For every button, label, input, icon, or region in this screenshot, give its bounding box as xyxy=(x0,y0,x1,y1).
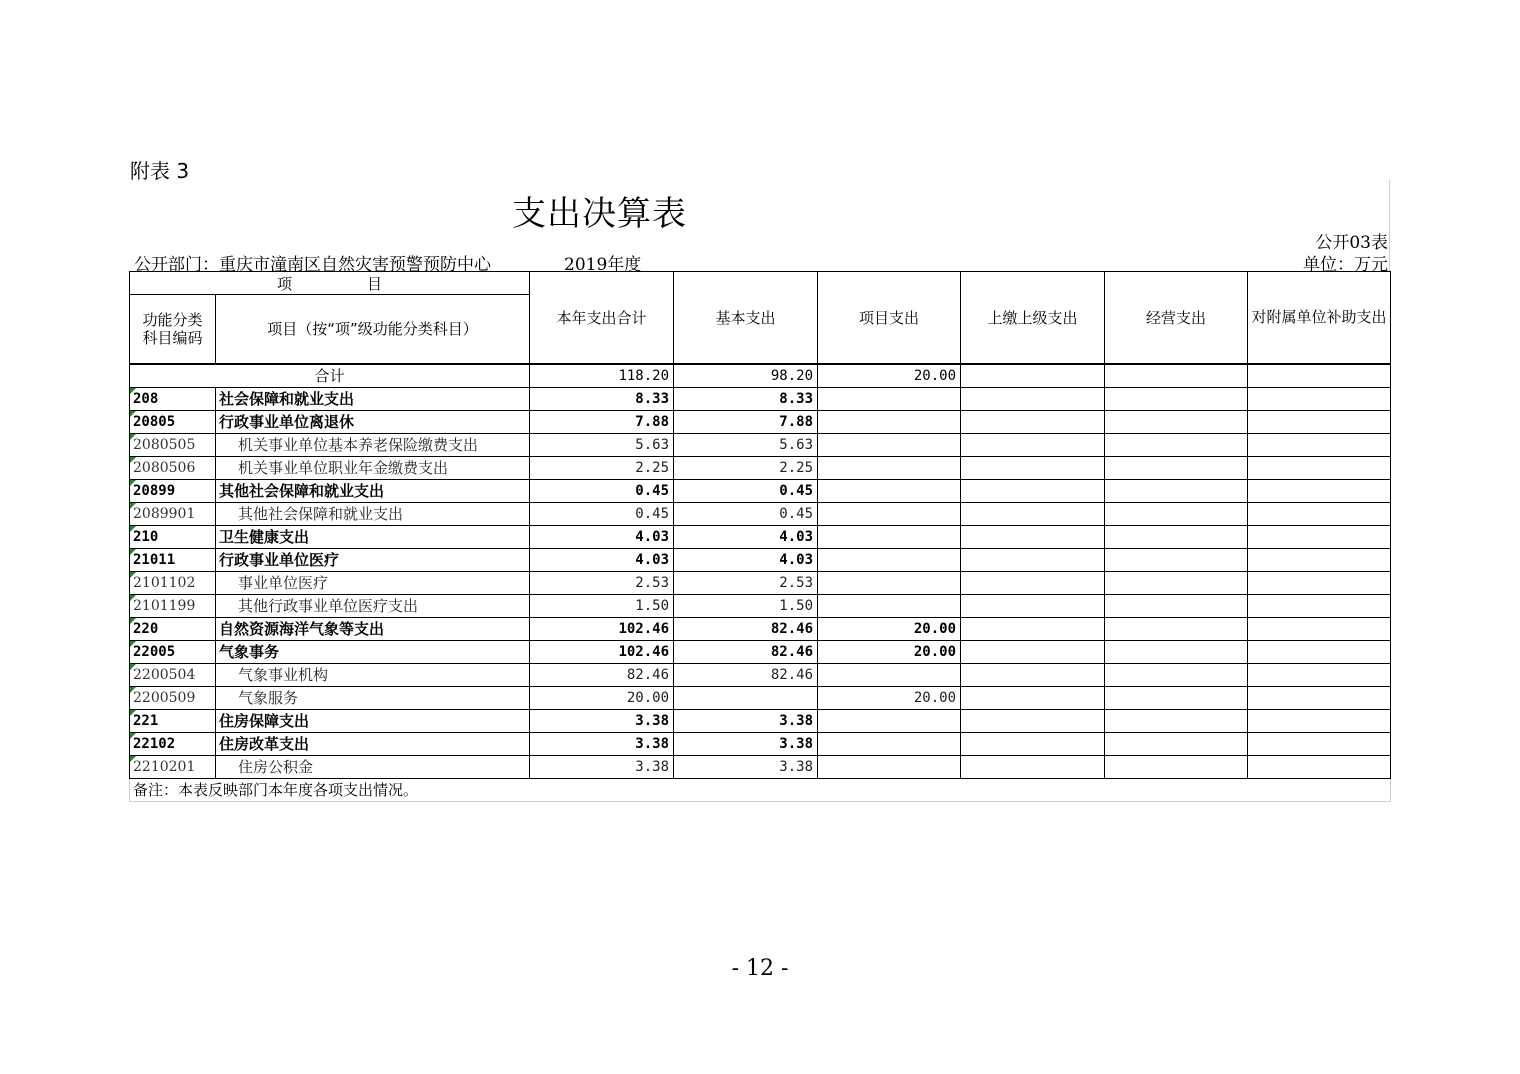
row-code xyxy=(130,456,216,479)
row-project xyxy=(818,387,961,410)
row-project xyxy=(818,571,961,594)
cell-marker-icon xyxy=(130,641,136,647)
row-basic: 82.46 xyxy=(674,663,818,686)
row-total: 3.38 xyxy=(530,709,674,732)
row-basic: 4.03 xyxy=(674,548,818,571)
row-code xyxy=(130,548,216,571)
header-basic: 基本支出 xyxy=(674,272,818,364)
row-total: 0.45 xyxy=(530,502,674,525)
row-name: 社会保障和就业支出 xyxy=(216,387,530,410)
row-business xyxy=(1105,755,1248,778)
row-project xyxy=(818,732,961,755)
row-code xyxy=(130,387,216,410)
row-upper xyxy=(961,617,1105,640)
row-name: 行政事业单位离退休 xyxy=(216,410,530,433)
row-upper xyxy=(961,594,1105,617)
cell-marker-icon xyxy=(130,618,136,624)
row-business xyxy=(1105,617,1248,640)
table-row xyxy=(130,525,1391,548)
cell-marker-icon xyxy=(130,733,136,739)
row-code-text: 21011 xyxy=(133,551,176,568)
row-business xyxy=(1105,387,1248,410)
row-total: 4.03 xyxy=(530,548,674,571)
row-basic: 3.38 xyxy=(674,755,818,778)
row-total: 82.46 xyxy=(530,663,674,686)
row-business xyxy=(1105,663,1248,686)
row-upper xyxy=(961,433,1105,456)
row-business xyxy=(1105,594,1248,617)
row-business xyxy=(1105,640,1248,663)
row-upper xyxy=(961,502,1105,525)
row-code xyxy=(130,571,216,594)
row-project xyxy=(818,755,961,778)
row-project xyxy=(818,433,961,456)
row-name: 住房保障支出 xyxy=(216,709,530,732)
row-total: 2.53 xyxy=(530,571,674,594)
row-basic: 5.63 xyxy=(674,433,818,456)
cell-marker-icon xyxy=(130,572,136,578)
row-code-text: 2089901 xyxy=(133,505,196,522)
header-business: 经营支出 xyxy=(1105,272,1248,364)
row-name: 自然资源海洋气象等支出 xyxy=(216,617,530,640)
row-code-text: 2200509 xyxy=(133,689,196,706)
row-name: 住房改革支出 xyxy=(216,732,530,755)
cell-marker-icon xyxy=(130,480,136,486)
row-business xyxy=(1105,433,1248,456)
header-total: 本年支出合计 xyxy=(530,272,674,364)
row-upper xyxy=(961,663,1105,686)
page-title: 支出决算表 xyxy=(512,194,687,234)
meta-row xyxy=(130,250,1390,275)
table-row xyxy=(130,456,1391,479)
row-code xyxy=(130,594,216,617)
table-row xyxy=(130,594,1391,617)
row-subsidy xyxy=(1248,663,1391,686)
note-text: 备注：本表反映部门本年度各项支出情况。 xyxy=(130,778,1391,801)
table-row xyxy=(130,755,1391,778)
total-row xyxy=(130,364,1391,388)
row-project: 20.00 xyxy=(818,617,961,640)
cell-marker-icon xyxy=(130,710,136,716)
row-name: 行政事业单位医疗 xyxy=(216,548,530,571)
total-project: 20.00 xyxy=(818,364,961,388)
row-business xyxy=(1105,686,1248,709)
row-total: 7.88 xyxy=(530,410,674,433)
row-business xyxy=(1105,525,1248,548)
header-project: 项目支出 xyxy=(818,272,961,364)
row-basic xyxy=(674,686,818,709)
department-label: 公开部门：重庆市潼南区自然灾害预警预防中心 xyxy=(134,255,491,275)
row-project xyxy=(818,709,961,732)
total-business xyxy=(1105,364,1248,388)
row-basic: 0.45 xyxy=(674,502,818,525)
table-row xyxy=(130,410,1391,433)
form-number: 公开03表 xyxy=(1315,233,1388,253)
table-row xyxy=(130,387,1391,410)
expenditure-table xyxy=(129,271,1391,802)
row-basic: 2.53 xyxy=(674,571,818,594)
table-row xyxy=(130,548,1391,571)
row-code xyxy=(130,502,216,525)
row-subsidy xyxy=(1248,410,1391,433)
row-total: 4.03 xyxy=(530,525,674,548)
row-subsidy xyxy=(1248,387,1391,410)
row-code-text: 22102 xyxy=(133,735,176,752)
header-upper: 上缴上级支出 xyxy=(961,272,1105,364)
header-subsidy: 对附属单位补助支出 xyxy=(1248,272,1391,364)
row-upper xyxy=(961,548,1105,571)
row-project: 20.00 xyxy=(818,686,961,709)
row-business xyxy=(1105,479,1248,502)
row-total: 3.38 xyxy=(530,732,674,755)
row-total: 102.46 xyxy=(530,640,674,663)
row-code-text: 2080505 xyxy=(133,436,196,453)
cell-marker-icon xyxy=(130,756,136,762)
row-code-text: 2210201 xyxy=(133,758,196,775)
table-row xyxy=(130,686,1391,709)
row-upper xyxy=(961,525,1105,548)
row-code xyxy=(130,732,216,755)
page-number: - 12 - xyxy=(731,956,789,981)
row-basic: 2.25 xyxy=(674,456,818,479)
row-subsidy xyxy=(1248,525,1391,548)
year-label: 2019年度 xyxy=(564,255,642,275)
row-project xyxy=(818,548,961,571)
row-project xyxy=(818,594,961,617)
row-basic: 4.03 xyxy=(674,525,818,548)
row-upper xyxy=(961,686,1105,709)
row-code-text: 208 xyxy=(133,390,159,407)
row-subsidy xyxy=(1248,755,1391,778)
cell-marker-icon xyxy=(130,595,136,601)
row-business xyxy=(1105,456,1248,479)
row-code xyxy=(130,663,216,686)
row-subsidy xyxy=(1248,548,1391,571)
table-row xyxy=(130,502,1391,525)
row-code-text: 220 xyxy=(133,620,159,637)
row-basic: 82.46 xyxy=(674,617,818,640)
row-basic: 0.45 xyxy=(674,479,818,502)
row-name: 机关事业单位职业年金缴费支出 xyxy=(216,456,530,479)
table-row xyxy=(130,640,1391,663)
row-code xyxy=(130,410,216,433)
header-row-1 xyxy=(130,272,1391,295)
row-name: 气象服务 xyxy=(216,686,530,709)
row-project xyxy=(818,525,961,548)
row-code xyxy=(130,755,216,778)
row-total: 2.25 xyxy=(530,456,674,479)
total-label: 合计 xyxy=(130,364,530,388)
row-subsidy xyxy=(1248,456,1391,479)
row-name: 住房公积金 xyxy=(216,755,530,778)
row-code xyxy=(130,617,216,640)
row-subsidy xyxy=(1248,709,1391,732)
total-basic: 98.20 xyxy=(674,364,818,388)
table-row xyxy=(130,433,1391,456)
row-subsidy xyxy=(1248,732,1391,755)
row-upper xyxy=(961,640,1105,663)
row-project xyxy=(818,410,961,433)
row-business xyxy=(1105,548,1248,571)
row-code-text: 2101199 xyxy=(133,597,196,614)
total-upper xyxy=(961,364,1105,388)
table-row xyxy=(130,617,1391,640)
row-basic: 3.38 xyxy=(674,732,818,755)
row-total: 1.50 xyxy=(530,594,674,617)
row-upper xyxy=(961,571,1105,594)
total-subsidy xyxy=(1248,364,1391,388)
row-name: 事业单位医疗 xyxy=(216,571,530,594)
table-row xyxy=(130,709,1391,732)
cell-marker-icon xyxy=(130,434,136,440)
row-basic: 8.33 xyxy=(674,387,818,410)
row-code xyxy=(130,709,216,732)
cell-marker-icon xyxy=(130,526,136,532)
row-total: 8.33 xyxy=(530,387,674,410)
row-code xyxy=(130,640,216,663)
header-name: 项目（按“项”级功能分类科目） xyxy=(216,295,530,364)
row-name: 其他行政事业单位医疗支出 xyxy=(216,594,530,617)
cell-marker-icon xyxy=(130,664,136,670)
row-code-text: 20805 xyxy=(133,413,176,430)
row-total: 0.45 xyxy=(530,479,674,502)
row-basic: 82.46 xyxy=(674,640,818,663)
row-upper xyxy=(961,709,1105,732)
row-business xyxy=(1105,709,1248,732)
row-total: 3.38 xyxy=(530,755,674,778)
row-upper xyxy=(961,732,1105,755)
appendix-label: 附表 3 xyxy=(130,159,190,183)
row-subsidy xyxy=(1248,594,1391,617)
row-upper xyxy=(961,456,1105,479)
table-row xyxy=(130,571,1391,594)
row-code xyxy=(130,479,216,502)
row-code xyxy=(130,525,216,548)
header-item-group: 项 目 xyxy=(130,272,530,295)
row-code-text: 2080506 xyxy=(133,459,196,476)
row-code xyxy=(130,686,216,709)
row-business xyxy=(1105,410,1248,433)
row-name: 其他社会保障和就业支出 xyxy=(216,479,530,502)
row-project xyxy=(818,502,961,525)
table-row xyxy=(130,732,1391,755)
table-row xyxy=(130,663,1391,686)
row-code-text: 2200504 xyxy=(133,666,196,683)
row-code-text: 221 xyxy=(133,712,159,729)
row-subsidy xyxy=(1248,686,1391,709)
cell-marker-icon xyxy=(130,687,136,693)
row-code-text: 20899 xyxy=(133,482,176,499)
cell-marker-icon xyxy=(130,388,136,394)
row-basic: 3.38 xyxy=(674,709,818,732)
note-row xyxy=(130,778,1391,801)
row-basic: 7.88 xyxy=(674,410,818,433)
row-upper xyxy=(961,755,1105,778)
header-code: 功能分类科目编码 xyxy=(130,295,216,364)
row-project xyxy=(818,663,961,686)
row-total: 20.00 xyxy=(530,686,674,709)
row-name: 机关事业单位基本养老保险缴费支出 xyxy=(216,433,530,456)
row-code-text: 2101102 xyxy=(133,574,196,591)
row-name: 卫生健康支出 xyxy=(216,525,530,548)
row-name: 气象事业机构 xyxy=(216,663,530,686)
total-total: 118.20 xyxy=(530,364,674,388)
row-subsidy xyxy=(1248,502,1391,525)
row-upper xyxy=(961,479,1105,502)
row-upper xyxy=(961,387,1105,410)
row-business xyxy=(1105,571,1248,594)
unit-label: 单位：万元 xyxy=(1303,255,1388,275)
cell-marker-icon xyxy=(130,549,136,555)
cell-marker-icon xyxy=(130,457,136,463)
table-row xyxy=(130,479,1391,502)
row-total: 102.46 xyxy=(530,617,674,640)
row-code-text: 22005 xyxy=(133,643,176,660)
row-subsidy xyxy=(1248,640,1391,663)
row-subsidy xyxy=(1248,617,1391,640)
cell-marker-icon xyxy=(130,411,136,417)
row-upper xyxy=(961,410,1105,433)
row-code-text: 210 xyxy=(133,528,159,545)
row-name: 其他社会保障和就业支出 xyxy=(216,502,530,525)
row-name: 气象事务 xyxy=(216,640,530,663)
row-business xyxy=(1105,732,1248,755)
row-subsidy xyxy=(1248,479,1391,502)
row-basic: 1.50 xyxy=(674,594,818,617)
row-code xyxy=(130,433,216,456)
cell-marker-icon xyxy=(130,503,136,509)
row-business xyxy=(1105,502,1248,525)
row-subsidy xyxy=(1248,433,1391,456)
row-project xyxy=(818,479,961,502)
row-subsidy xyxy=(1248,571,1391,594)
row-project xyxy=(818,456,961,479)
row-project: 20.00 xyxy=(818,640,961,663)
row-total: 5.63 xyxy=(530,433,674,456)
